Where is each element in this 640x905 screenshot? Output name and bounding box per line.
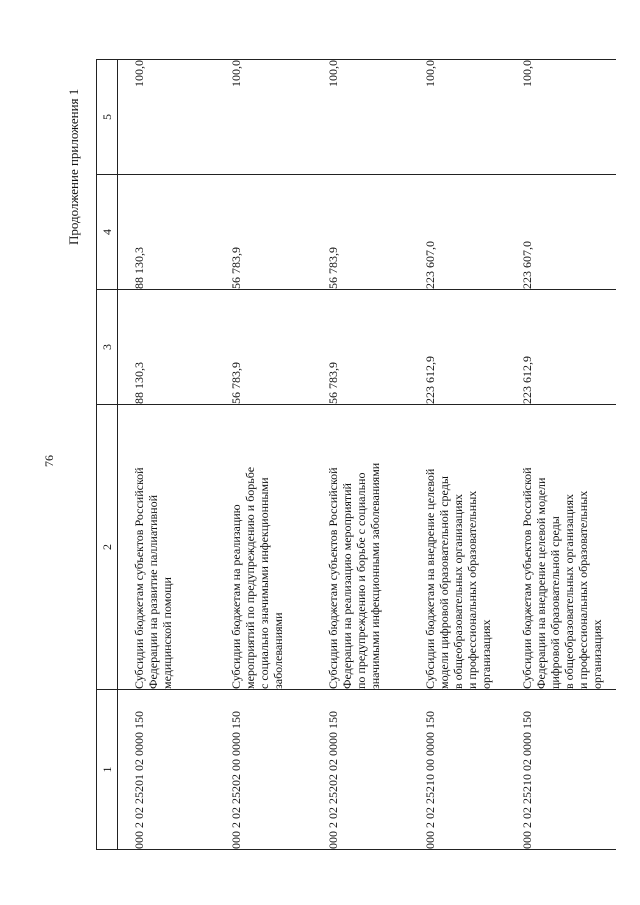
description-line: в общеобразовательных организациях <box>562 494 576 689</box>
value-col5: 100,0 <box>312 60 409 175</box>
column-header-3: 3 <box>97 290 118 405</box>
column-header-1: 1 <box>97 690 118 850</box>
value-col4: 223 607,0 <box>506 175 616 290</box>
description-line: Субсидии бюджетам субъектов Российской <box>520 467 534 689</box>
description-line: модели цифровой образовательной среды <box>437 476 451 689</box>
description-line: организациях <box>590 619 604 689</box>
description-line: Субсидии бюджетам на внедрение целевой <box>423 468 437 689</box>
description-line: мероприятий по предупреждению и борьбе <box>243 466 257 689</box>
column-header-2: 2 <box>97 405 118 690</box>
description-line: Субсидии бюджетам на реализацию <box>229 504 243 689</box>
budget-code: 000 2 02 25202 02 0000 150 <box>312 690 409 850</box>
value-col4: 223 607,0 <box>409 175 506 290</box>
description-cell <box>409 405 506 690</box>
table-header-row <box>97 60 118 850</box>
value-col5: 100,0 <box>215 60 312 175</box>
description-line: по предупреждению и борьбе с социально <box>354 472 368 689</box>
table-row <box>215 60 312 850</box>
budget-code: 000 2 02 25202 00 0000 150 <box>215 690 312 850</box>
value-col4: 56 783,9 <box>215 175 312 290</box>
value-col3: 223 612,9 <box>409 290 506 405</box>
table-row <box>506 60 616 850</box>
page-number: 76 <box>42 455 56 467</box>
value-col5: 100,0 <box>506 60 616 175</box>
description-cell <box>312 405 409 690</box>
column-header-4: 4 <box>97 175 118 290</box>
continuation-title: Продолжение приложения 1 <box>66 88 81 245</box>
budget-code: 000 2 02 25201 02 0000 150 <box>118 690 216 850</box>
value-col4: 88 130,3 <box>118 175 216 290</box>
value-col3: 56 783,9 <box>215 290 312 405</box>
budget-code: 000 2 02 25210 02 0000 150 <box>506 690 616 850</box>
value-col3: 223 612,9 <box>506 290 616 405</box>
description-line: в общеобразовательных организациях <box>451 494 465 689</box>
budget-code: 000 2 02 25210 00 0000 150 <box>409 690 506 850</box>
description-cell <box>215 405 312 690</box>
value-col3: 88 130,3 <box>118 290 216 405</box>
description-line: с социально значимыми инфекционными <box>257 477 271 689</box>
description-line: и профессиональных образовательных <box>576 490 590 689</box>
description-line: и профессиональных образовательных <box>465 490 479 689</box>
value-col4: 56 783,9 <box>312 175 409 290</box>
description-cell <box>118 405 216 690</box>
table-row <box>409 60 506 850</box>
value-col5: 100,0 <box>118 60 216 175</box>
description-line: Федерации на внедрение целевой модели <box>534 477 548 689</box>
value-col3: 56 783,9 <box>312 290 409 405</box>
description-cell <box>506 405 616 690</box>
description-line: значимыми инфекционными заболеваниями <box>368 462 382 689</box>
budget-table <box>96 59 616 850</box>
description-line: Федерации на развитие паллиативной <box>146 494 160 689</box>
description-line: Федерации на реализацию мероприятий <box>340 483 354 689</box>
table-row <box>118 60 216 850</box>
description-line: организациях <box>479 619 493 689</box>
description-line: заболеваниями <box>271 612 285 689</box>
description-line: медицинской помощи <box>160 577 174 689</box>
column-header-5: 5 <box>97 60 118 175</box>
description-line: Субсидии бюджетам субъектов Российской <box>326 467 340 689</box>
value-col5: 100,0 <box>409 60 506 175</box>
description-line: цифровой образовательной среды <box>548 516 562 689</box>
description-line: Субсидии бюджетам субъектов Российской <box>132 467 146 689</box>
table-row <box>312 60 409 850</box>
